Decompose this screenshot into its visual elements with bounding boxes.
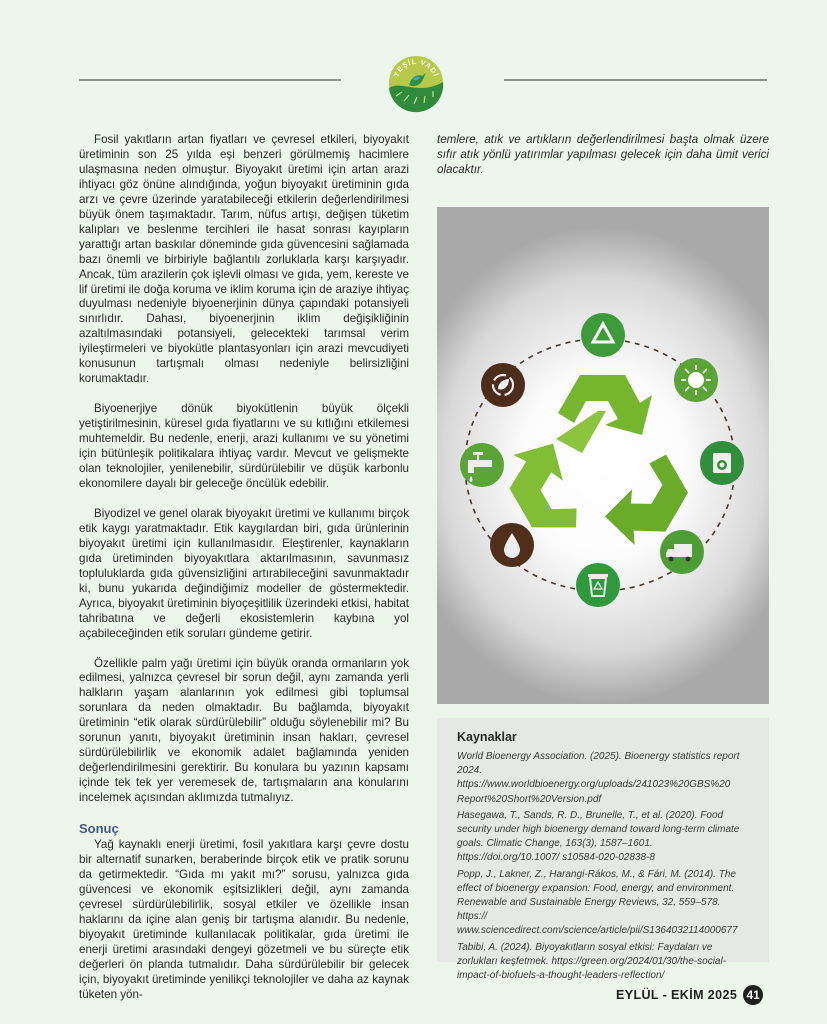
reference-item: Hasegawa, T., Sands, R. D., Brunelle, T., et al. (2020). Food security under high bioenergy demand toward long-term climate goals. Climatic Change, 163(3), 1587–1601. https://doi.org/10.1007/ s10584-020-02838-8 [457,809,740,864]
reference-item: World Bioenergy Association. (2025). Bioenergy statistics report 2024. https://www.worldbioenergy.org/uploads/241023%20GBS%20 Report%20Short%20Version.pdf [457,751,740,805]
references-box [437,718,769,982]
water-tap-icon [460,443,504,487]
water-drop-icon [490,523,534,567]
recycle-icon [496,375,699,555]
recycle-bin-icon [576,563,620,607]
left-column [79,133,409,1018]
references-title: Kaynaklar [457,730,517,744]
leaf-cycle-icon [481,363,525,407]
logo-text: YEŞİL VADİ [393,58,439,79]
body-paragraph: Fosil yakıtların artan fiyatları ve çevresel etkileri, biyoyakıt üretiminin son 25 yılda eşi benzeri görülmemiş hacimlere ulaşmasına neden olmuştur. Biyoyakıt üretimi için artan arazi ihtiyacı göz önüne alındığında, yoğun biyoyakıt üretiminin gıda arzı ve çevre üzerinde yaratabileceği etkilerin değerlendirilmesi büyük önem taşımaktadır. Tarım, nüfus artışı, değişen tüketim kalıpları ve beslenme tercihleri ile hasat sonrası kayıpların yarattığı artan baskılar döneminde gıda güvencesini sağlamada bazı önemli ve birbiriyle bağlantılı zorluklarla karşı karşıyadır. Ancak, tüm arazilerin çok işlevli olması ve gıda, yem, kereste ve lif üretimi ile doğa koruma ve iklim koruma için de araziye ihtiyaç duyulması nedeniyle biyoenerjinin dünya çapındaki potansiyeli sınırlıdır. Dahası, biyoenerjinin iklim değişikliğinin azaltılmasındaki potansiyeli, gelecekteki tarımsal verim iyileştirmeleri ve biyokütle plantasyonları için arazi mevcudiyeti konusunun tartışmalı olması nedeniyle belirsizliğini korumaktadır. [79,133,409,386]
conclusion-heading: Sonuç [79,821,119,837]
recycle-triangle-icon [581,313,625,357]
issue-date: EYLÜL - EKİM 2025 [616,988,738,1002]
yesil-vadi-logo [388,52,444,114]
page-footer [616,985,763,1005]
sun-icon [674,358,718,402]
conclusion-continuation: temlere, atık ve artıkların değerlendirilmesi başta olmak üzere sıfır atık yönlü yatırımlar yapılması gelecek için daha ümit verici olacaktır. [437,133,769,176]
recycling-illustration [437,207,769,704]
fuel-canister-icon [700,441,744,485]
reference-item: Tabibi, A. (2024). Biyoyakıtların sosyal etkisi: Faydaları ve zorlukları keşfetmek. https://green.org/2024/01/30/the-social-impact-of-biofuels-a-thought-leaders-reflection/ [457,941,727,982]
body-paragraph: Biyodizel ve genel olarak biyoyakıt üretimi ve kullanımı birçok etik kaygı yaratmaktadır. Etik kaygılardan biri, gıda ürünlerinin biyoyakıt üretimi için kullanılmasıdır. Eleştirenler, kaynakların gıda üretiminden biyoyakıtlara aktarılmasının, savunmasız topluluklarda gıda güvensizliğini artırabileceğini savunmaktadır ki, bunu yukarıda değindiğimiz modeller de göstermektedir. Ayrıca, biyoyakıt üretiminin biyoçeşitlilik üzerindeki etkisi, habitat tahribatına ve değerli ekosistemlerin kaybına yol açabileceğinden etik soruları gündeme getirir. [79,506,409,640]
body-paragraph: Özellikle palm yağı üretimi için büyük oranda ormanların yok edilmesi, yalnızca çevresel bir sorun değil, aynı zamanda yerli halkların yaşam alanlarının yok edilmesi gibi toplumsal sorunlara da neden olmaktadır. Bu bağlamda, biyoyakıt üretiminin “etik olarak sürdürülebilir” olduğu söylenebilir mi? Bu sorunun yanıtı, biyoyakıt üretiminin insan hakları, çevresel sürdürülebilirlik ve ekonomik adalet bağlamında yeniden değerlendirilmesini gerektirir. Bu konulara bu yazının kapsamı içinde tek tek yer veremesek de, tartışmaların ana konularını incelemek açısından aklımızda tutmalıyız. [79,656,409,805]
page-number: 41 [743,985,763,1005]
truck-icon [660,530,704,574]
right-column [437,133,769,193]
header-divider-right [504,79,767,81]
conclusion-paragraph: Yağ kaynaklı enerji üretimi, fosil yakıtlara karşı çevre dostu bir alternatif sunarken, beraberinde birçok etik ve pratik sorunu da getirmektedir. “Gıda mı yakıt mı?” sorusu, yalnızca gıda güvencesi ve ekonomik eşitsizlikleri değil, aynı zamanda çevresel sürdürülebilirlik, sosyal etkiler ve özellikle insan haklarını da içine alan geniş bir tartışma alanıdır. Bu nedenle, biyoyakıt üretiminde kullanılacak politikalar, gıda üretimi ile enerji üretimi arasındaki dengeyi gözetmeli ve bu süreçte etik değerleri ön planda tutmalıdır. Daha sürdürülebilir bir gelecek için, biyoyakıt üretiminde yenilikçi teknolojiler ve daha az kaynak tüketen yön- [79,838,409,1001]
reference-item: Popp, J., Lakner, Z., Harangi-Rákos, M., & Fári, M. (2014). The effect of bioenergy expansion: Food, energy, and environment. Renewable and Sustainable Energy Reviews, 32, 559–578. https:// www.sciencedirect.com/science/article/pii/S1364032114000677 [457,868,738,937]
header-divider-left [79,79,341,81]
body-paragraph: Biyoenerjiye dönük biyokütlenin büyük ölçekli yetiştirilmesinin, küresel gıda fiyatlarını ve su kıtlığını etkilemesi muhtemeldir. Bu nedenle, enerji, arazi kullanımı ve su yönetimi için bütünleşik politikalara ihtiyaç vardır. Mevcut ve gelişmekte olan teknolojiler, yenilenebilir, sürdürülebilir ve düşük karbonlu ekonomilere dayalı bir geleceğe öncülük edebilir. [79,402,409,490]
